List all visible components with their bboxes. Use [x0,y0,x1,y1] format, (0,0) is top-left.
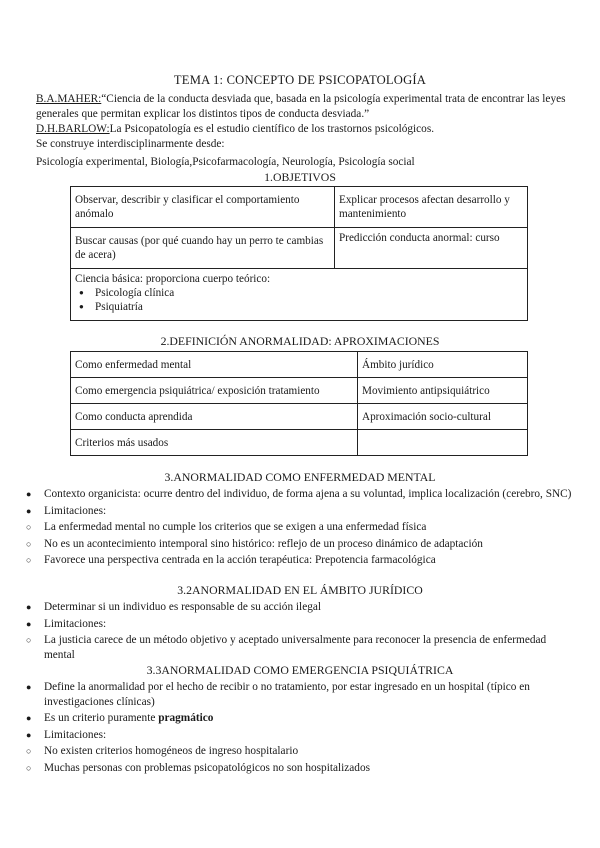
bullet-icon: ● [26,505,32,516]
list-item-text: Define la anormalidad por el hecho de recibir o no tratamiento, por estar ingresado en un hospital (típico en investigaciones clínicas) [44,681,530,708]
circle-bullet-icon: ○ [26,635,32,646]
list-item [75,300,523,314]
list-item [24,633,572,662]
list-item [75,286,523,300]
list-item [24,617,572,632]
circle-bullet-icon: ○ [26,522,32,533]
disciplines-line: Psicología experimental, Biología,Psicofarmacología, Neurología, Psicología social [36,156,415,168]
circle-bullet-icon: ○ [26,555,32,566]
bullet-icon: ● [26,682,32,692]
objetivos-cell: Buscar causas (por qué cuando hay un perro te cambias de acera) [71,228,335,269]
bullet-icon: ● [26,729,32,740]
list-item [24,680,572,709]
list-item [24,711,572,726]
list-item-text: Limitaciones: [44,504,107,517]
maher-definition [36,92,566,121]
list-item-text: Es un criterio puramente [44,712,159,725]
bullet-icon: ● [26,618,32,629]
list-item-text: Psicología clínica [95,287,175,299]
circle-bullet-icon: ○ [26,746,32,757]
s32-heading: 3.2ANORMALIDAD EN EL ÁMBITO JURÍDICO [177,583,423,597]
objetivos-cell: Explicar procesos afectan desarrollo y mantenimiento [335,187,528,228]
definicion-cell: Criterios más usados [71,430,358,456]
list-item-text: Contexto organicista: ocurre dentro del individuo, de forma ajena a su voluntad, implica localización (cerebro, SNC) [44,488,572,500]
ciencia-basica-cell [71,269,528,321]
definicion-cell: Como emergencia psiquiátrica/ exposición tratamiento [71,378,358,404]
barlow-text: La Psicopatología es el estudio científico de los trastornos psicológicos. [109,123,435,135]
definicion-cell: Como enfermedad mental [71,352,358,378]
page-title: TEMA 1: CONCEPTO DE PSICOPATOLOGÍA [173,73,427,87]
s32-list [24,600,572,662]
maher-author: B.A.MAHER: [36,93,102,105]
list-item-text: Limitaciones: [44,728,107,741]
objetivos-heading: 1.OBJETIVOS [264,170,336,184]
list-item-text: Muchas personas con problemas psicopatológicos no son hospitalizados [44,761,370,774]
objetivos-cell: Predicción conducta anormal: curso [335,228,528,269]
objetivos-cell: Observar, describir y clasificar el comportamiento anómalo [71,187,335,228]
list-item-text: Determinar si un individuo es responsable de su acción ilegal [44,601,322,613]
list-item-text: Favorece una perspectiva centrada en la acción terapéutica: Prepotencia farmacológica [44,554,436,567]
list-item-text: Psiquiatría [95,301,143,313]
list-item [24,504,572,519]
list-item-text: La justicia carece de un método objetivo y aceptado universalmente para reconocer la presencia de enfermedad mental [44,634,547,661]
definicion-heading: 2.DEFINICIÓN ANORMALIDAD: APROXIMACIONES [160,334,440,348]
list-item-text: No es un acontecimiento intemporal sino histórico: reflejo de un proceso dinámico de adaptación [44,537,483,550]
s33-list [24,680,572,776]
s3-heading: 3.ANORMALIDAD COMO ENFERMEDAD MENTAL [164,470,436,484]
objetivos-table [70,186,528,321]
interdisciplinary-line: Se construye interdisciplinarmente desde: [36,138,225,150]
list-item [24,728,572,743]
list-item-text: La enfermedad mental no cumple los criterios que se exigen a una enfermedad física [44,521,427,534]
definicion-cell: Aproximación socio-cultural [358,404,528,430]
ciencia-basica-text: Ciencia básica: proporciona cuerpo teórico: [75,273,271,285]
list-item [24,761,572,776]
s3-list [24,487,572,568]
bullet-icon: ● [26,602,32,612]
barlow-author: D.H.BARLOW: [36,123,110,135]
s33-heading: 3.3ANORMALIDAD COMO EMERGENCIA PSIQUIÁTRICA [146,663,454,677]
definicion-cell: Movimiento antipsiquiátrico [358,378,528,404]
definicion-cell: Ámbito jurídico [358,352,528,378]
list-item [24,553,572,568]
emphasis-text: pragmático [158,712,214,725]
bullet-icon: ● [79,288,84,297]
bullet-icon: ● [26,489,32,499]
list-item [24,537,572,552]
circle-bullet-icon: ○ [26,762,32,773]
list-item-text: No existen criterios homogéneos de ingreso hospitalario [44,745,299,758]
list-item-text: Limitaciones: [44,617,107,630]
bullet-icon: ● [26,713,32,724]
list-item [24,487,572,502]
list-item [24,520,572,535]
list-item [24,744,572,759]
circle-bullet-icon: ○ [26,538,32,549]
definicion-cell [358,430,528,456]
definicion-cell: Como conducta aprendida [71,404,358,430]
bullet-icon: ● [79,302,84,311]
list-item [24,600,572,615]
definicion-table [70,351,528,456]
maher-quote: “Ciencia de la conducta desviada que, basada en la psicología experimental trata de encontrar las leyes generales que permitan explicar los distintos tipos de conducta desviada.” [36,93,566,120]
barlow-definition [36,122,566,137]
